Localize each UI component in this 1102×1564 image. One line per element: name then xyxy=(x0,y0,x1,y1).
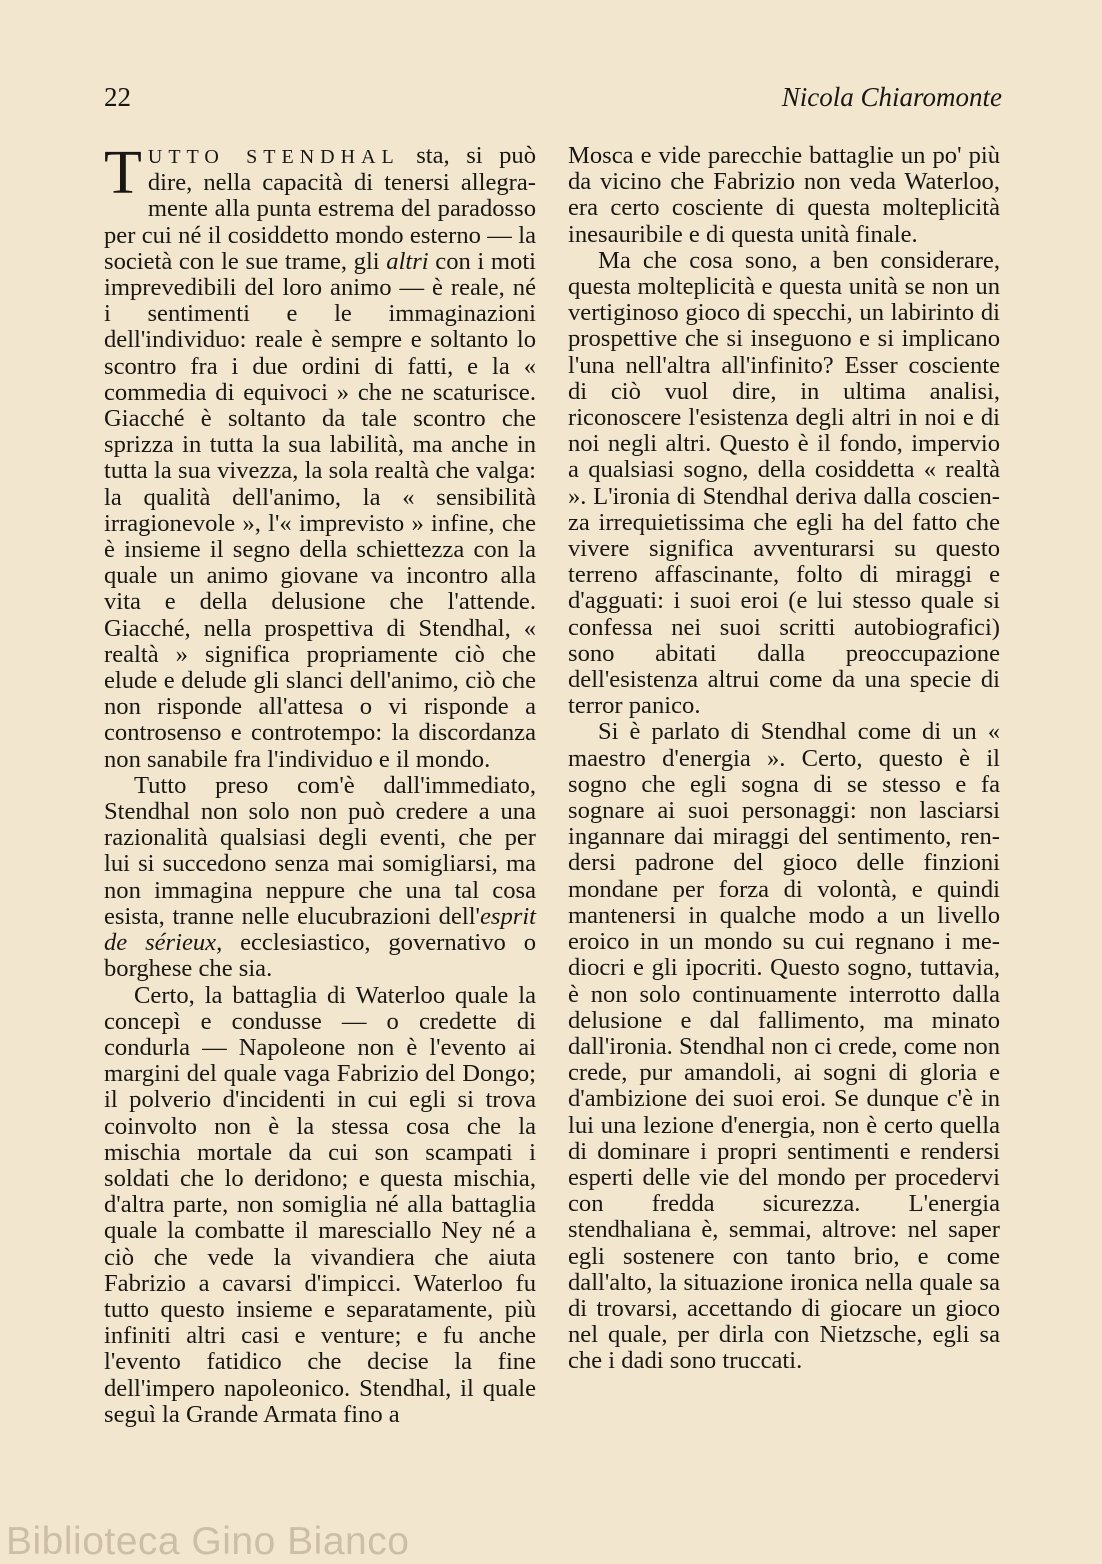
library-watermark: Biblioteca Gino Bianco xyxy=(6,1520,410,1563)
drop-cap: T xyxy=(104,139,142,207)
running-head-author: Nicola Chiaromonte xyxy=(781,82,1002,112)
right-column xyxy=(568,143,1000,1375)
paragraph: Si è parlato di Stendhal come di un « maestro d'energia ». Certo, questo è il sogno che egli sogna di se stesso e fa sognare ai suoi personaggi: non lasciarsi ingannare dai miraggi del sentimento, rendersi padrone del gioco delle finzioni mondane per forza di volontà, e quindi mantenersi in qualche modo a un livello eroico in un mondo su cui regnano i mediocri e gli ipocriti. Questo sogno, tuttavia, è non solo continuamente interrotto dalla delusione e dal fallimento, ma minato dall'ironia. Stendhal non ci crede, come non crede, pur amandoli, ai sogni di gloria e d'ambizione dei suoi eroi. Se dunque c'è in lui una lezione d'energia, non è certo quella di dominare i propri sentimenti e rendersi esperti delle vie del mondo per procedervi con fredda sicurezza. L'energia stendhaliana è, semmai, altrove: nel saper egli sostenere con tanto brio, e come dall'alto, la situazione ironica nella quale sa di trovarsi, accettando di giocare un gioco nel quale, per dirla con Nietzsche, egli sa che i dadi sono truccati. xyxy=(568,718,1000,1375)
paragraph-text: sta, si può dire, nella capacità di tenersi allegramente alla punta estrema del paradosso per cui né il cosiddetto mondo esterno — la società con le sue trame, gli xyxy=(104,142,536,275)
page-header xyxy=(104,82,1002,122)
paragraph xyxy=(104,139,536,773)
paragraph: Ma che cosa sono, a ben considerare, questa molteplicità e questa unità se non un vertiginoso gioco di specchi, un labirinto di prospettive che si inseguono e si implicano l'una nell'altra all'infinito? Esser cosciente di ciò vuol dire, in ultima analisi, riconoscere l'esistenza degli altri in noi e di noi negli altri. Questo è il fondo, impervio a qualsiasi sogno, della cosiddetta « realtà ». L'ironia di Stendhal deriva dalla coscienza irrequietissima che egli ha del fatto che vivere significa avventurarsi su questo terreno affascinante, folto di miraggi e d'agguati: i suoi eroi (e lui stesso quale si confessa nei suoi scritti autobiografici) sono abitati dalla preoccupazione dell'esistenza altrui come da una specie di terror panico. xyxy=(568,246,1000,720)
left-column xyxy=(104,139,536,1428)
paragraph: Certo, la battaglia di Waterloo quale la concepì e condusse — o credette di condurla — Napoleone non è l'evento ai margini del quale vaga Fabrizio del Dongo; il polverio d'incidenti in cui egli si trova coinvolto non è la stessa cosa che la mischia mortale da cui son scampati i soldati che lo deridono; e questa mischia, d'altra parte, non somiglia né alla battaglia quale la combatte il maresciallo Ney né a ciò che vede la vivandiera che aiuta Fabrizio a cavarsi d'impicci. Waterloo fu tutto questo insieme e separatamente, più infiniti altri casi e venture; e fu anche l'evento fatidico che decise la fine dell'impero napoleonico. Stendhal, il quale seguì la Grande Armata fino a xyxy=(104,981,536,1428)
paragraph-continued: Mosca e vide parecchie battaglie un po' più da vicino che Fabrizio non veda Waterloo, era certo cosciente di questa molteplicità inesauribile e di questa unità finale. xyxy=(568,142,1000,248)
paragraph xyxy=(104,773,536,983)
italic-text: altri xyxy=(386,247,429,275)
paragraph-text: ecclesiastico, governativo o borghese che sia. xyxy=(104,929,536,983)
italic-text: esprit de sérieux, xyxy=(104,902,536,957)
page-number: 22 xyxy=(104,82,131,112)
paragraph-text: con i moti imprevedibili del loro animo — è reale, né i sentimenti e le immaginazioni dell'individuo: reale è sempre e soltanto lo scontro fra i due ordini di fatti, e la « commedia di equivoci » che ne scaturisce. Giacché è soltanto da tale scontro che sprizza in tutta la sua labilità, ma anche in tutta la sua vivezza, la sola realtà che valga: la qualità dell'animo, la « sensibilità irragionevole », l'« imprevisto » infine, che è insieme il segno della schiettezza con la quale un animo giovane va incontro alla vita e della delusione che l'attende. Giacché, nella prospettiva di Stendhal, « realtà » significa propriamente ciò che elude e delude gli slanci dell'animo, ciò che non risponde all'attesa o vi risponde a controsenso e controtempo: la discordanza non sanabile fra l'individuo e il mondo. xyxy=(104,247,536,773)
small-caps-opening: UTTO STENDHAL xyxy=(147,146,400,168)
paragraph-text: Tutto preso com'è dall'immediato, Stendhal non solo non può credere a una razionalità qualsiasi degli eventi, che per lui si succedono senza mai somigliarsi, ma non immagina neppure che una tal cosa esista, tranne nelle elucubrazioni dell' xyxy=(104,771,536,930)
